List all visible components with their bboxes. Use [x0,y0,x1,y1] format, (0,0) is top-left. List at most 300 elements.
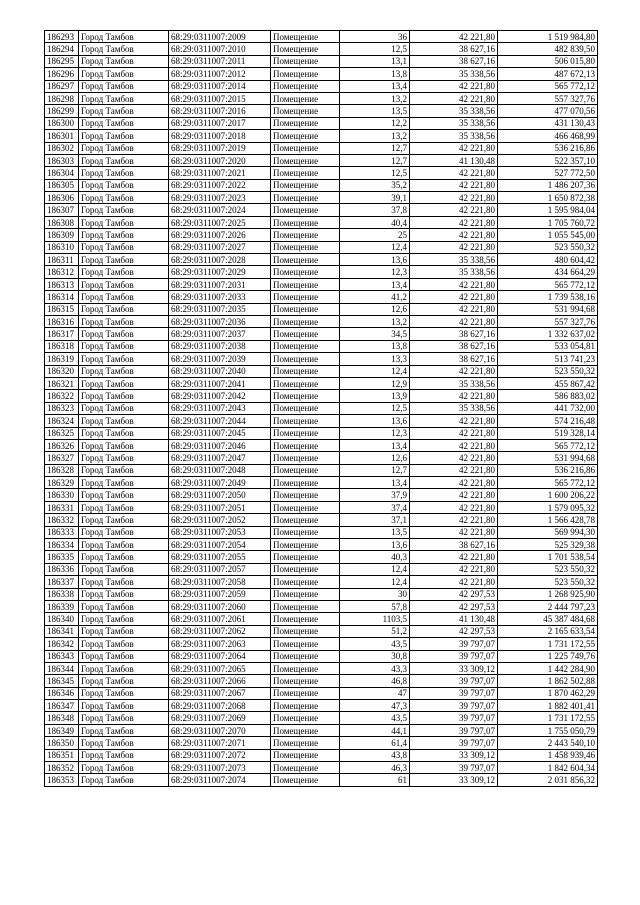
specific-value-cell: 42 221,80 [410,92,498,104]
row-number-cell: 186318 [45,340,79,352]
table-row [45,229,598,241]
row-number-cell: 186326 [45,439,79,451]
specific-value-cell: 42 221,80 [410,229,498,241]
row-number-cell: 186321 [45,377,79,389]
specific-value-cell: 39 797,07 [410,675,498,687]
row-number-cell: 186322 [45,390,79,402]
table-row [45,105,598,117]
cadastral-value-cell: 434 664,29 [498,266,598,278]
row-number-cell: 186312 [45,266,79,278]
cadastral-number-cell: 68:29:0311007:2061 [169,613,271,625]
specific-value-cell: 42 221,80 [410,390,498,402]
cadastral-number-cell: 68:29:0311007:2022 [169,179,271,191]
cadastral-value-cell: 431 130,43 [498,117,598,129]
object-type-cell: Помещение [271,737,340,749]
table-row [45,31,598,43]
locality-cell: Город Тамбов [79,514,169,526]
locality-cell: Город Тамбов [79,749,169,761]
area-cell: 12,7 [340,464,410,476]
cadastral-value-cell: 1 870 462,29 [498,687,598,699]
table-row [45,254,598,266]
object-type-cell: Помещение [271,216,340,228]
object-type-cell: Помещение [271,402,340,414]
specific-value-cell: 39 797,07 [410,650,498,662]
object-type-cell: Помещение [271,576,340,588]
locality-cell: Город Тамбов [79,254,169,266]
cadastral-value-cell: 1 600 206,22 [498,489,598,501]
row-number-cell: 186296 [45,68,79,80]
specific-value-cell: 39 797,07 [410,712,498,724]
specific-value-cell: 39 797,07 [410,638,498,650]
object-type-cell: Помещение [271,650,340,662]
cadastral-number-cell: 68:29:0311007:2019 [169,142,271,154]
cadastral-value-cell: 1 731 172,55 [498,712,598,724]
object-type-cell: Помещение [271,439,340,451]
table-row [45,774,598,786]
object-type-cell: Помещение [271,241,340,253]
table-row [45,749,598,761]
cadastral-number-cell: 68:29:0311007:2039 [169,353,271,365]
row-number-cell: 186340 [45,613,79,625]
cadastral-value-cell: 1 842 604,34 [498,762,598,774]
table-row [45,92,598,104]
area-cell: 61,4 [340,737,410,749]
cadastral-number-cell: 68:29:0311007:2071 [169,737,271,749]
cadastral-value-cell: 45 387 484,68 [498,613,598,625]
cadastral-number-cell: 68:29:0311007:2066 [169,675,271,687]
locality-cell: Город Тамбов [79,353,169,365]
row-number-cell: 186314 [45,291,79,303]
cadastral-value-cell: 574 216,48 [498,415,598,427]
locality-cell: Город Тамбов [79,588,169,600]
area-cell: 40,4 [340,216,410,228]
cadastral-value-cell: 522 357,10 [498,154,598,166]
locality-cell: Город Тамбов [79,130,169,142]
cadastral-value-cell: 1 595 984,04 [498,204,598,216]
area-cell: 12,4 [340,365,410,377]
specific-value-cell: 42 221,80 [410,415,498,427]
locality-cell: Город Тамбов [79,328,169,340]
locality-cell: Город Тамбов [79,526,169,538]
area-cell: 25 [340,229,410,241]
row-number-cell: 186325 [45,427,79,439]
row-number-cell: 186315 [45,303,79,315]
row-number-cell: 186293 [45,31,79,43]
cadastral-value-cell: 1 739 538,16 [498,291,598,303]
locality-cell: Город Тамбов [79,402,169,414]
area-cell: 36 [340,31,410,43]
table-row [45,576,598,588]
specific-value-cell: 42 221,80 [410,241,498,253]
row-number-cell: 186295 [45,55,79,67]
locality-cell: Город Тамбов [79,278,169,290]
cadastral-value-cell: 523 550,32 [498,576,598,588]
cadastral-number-cell: 68:29:0311007:2060 [169,600,271,612]
cadastral-value-cell: 536 216,86 [498,464,598,476]
specific-value-cell: 38 627,16 [410,340,498,352]
cadastral-number-cell: 68:29:0311007:2035 [169,303,271,315]
cadastral-value-cell: 1 579 095,32 [498,501,598,513]
object-type-cell: Помещение [271,142,340,154]
area-cell: 37,9 [340,489,410,501]
cadastral-number-cell: 68:29:0311007:2010 [169,43,271,55]
locality-cell: Город Тамбов [79,377,169,389]
row-number-cell: 186342 [45,638,79,650]
object-type-cell: Помещение [271,229,340,241]
area-cell: 13,4 [340,80,410,92]
object-type-cell: Помещение [271,55,340,67]
table-row [45,216,598,228]
cadastral-value-cell: 1 225 749,76 [498,650,598,662]
cadastral-number-cell: 68:29:0311007:2029 [169,266,271,278]
row-number-cell: 186320 [45,365,79,377]
table-row [45,43,598,55]
locality-cell: Город Тамбов [79,427,169,439]
area-cell: 13,2 [340,92,410,104]
cadastral-number-cell: 68:29:0311007:2027 [169,241,271,253]
row-number-cell: 186345 [45,675,79,687]
row-number-cell: 186310 [45,241,79,253]
locality-cell: Город Тамбов [79,662,169,674]
row-number-cell: 186328 [45,464,79,476]
object-type-cell: Помещение [271,762,340,774]
locality-cell: Город Тамбов [79,43,169,55]
area-cell: 13,2 [340,130,410,142]
area-cell: 12,3 [340,266,410,278]
object-type-cell: Помещение [271,192,340,204]
object-type-cell: Помещение [271,687,340,699]
row-number-cell: 186330 [45,489,79,501]
area-cell: 12,5 [340,402,410,414]
row-number-cell: 186300 [45,117,79,129]
row-number-cell: 186313 [45,278,79,290]
cadastral-number-cell: 68:29:0311007:2059 [169,588,271,600]
table-row [45,712,598,724]
cadastral-number-cell: 68:29:0311007:2050 [169,489,271,501]
row-number-cell: 186297 [45,80,79,92]
object-type-cell: Помещение [271,254,340,266]
cadastral-value-cell: 506 015,80 [498,55,598,67]
table-row [45,464,598,476]
locality-cell: Город Тамбов [79,266,169,278]
cadastral-number-cell: 68:29:0311007:2044 [169,415,271,427]
locality-cell: Город Тамбов [79,737,169,749]
object-type-cell: Помещение [271,328,340,340]
object-type-cell: Помещение [271,613,340,625]
locality-cell: Город Тамбов [79,229,169,241]
cadastral-number-cell: 68:29:0311007:2057 [169,563,271,575]
area-cell: 44,1 [340,724,410,736]
cadastral-value-cell: 466 468,99 [498,130,598,142]
table-row [45,724,598,736]
cadastral-value-cell: 523 550,32 [498,365,598,377]
table-row [45,328,598,340]
row-number-cell: 186348 [45,712,79,724]
cadastral-number-cell: 68:29:0311007:2069 [169,712,271,724]
cadastral-number-cell: 68:29:0311007:2064 [169,650,271,662]
table-row [45,55,598,67]
cadastral-value-cell: 527 772,50 [498,167,598,179]
table-row [45,291,598,303]
cadastral-number-cell: 68:29:0311007:2072 [169,749,271,761]
table-row [45,625,598,637]
cadastral-number-cell: 68:29:0311007:2055 [169,551,271,563]
table-row [45,117,598,129]
row-number-cell: 186304 [45,167,79,179]
table-row [45,315,598,327]
area-cell: 12,4 [340,576,410,588]
specific-value-cell: 42 221,80 [410,439,498,451]
cadastral-number-cell: 68:29:0311007:2009 [169,31,271,43]
object-type-cell: Помещение [271,167,340,179]
cadastral-value-cell: 1 268 925,90 [498,588,598,600]
area-cell: 13,8 [340,340,410,352]
row-number-cell: 186302 [45,142,79,154]
object-type-cell: Помещение [271,390,340,402]
object-type-cell: Помещение [271,638,340,650]
table-row [45,80,598,92]
cadastral-value-cell: 525 329,38 [498,539,598,551]
cadastral-value-table [44,30,598,787]
cadastral-number-cell: 68:29:0311007:2017 [169,117,271,129]
cadastral-value-cell: 1 486 207,36 [498,179,598,191]
cadastral-value-cell: 569 994,30 [498,526,598,538]
cadastral-value-cell: 1 519 984,80 [498,31,598,43]
specific-value-cell: 42 221,80 [410,315,498,327]
cadastral-value-cell: 586 883,02 [498,390,598,402]
row-number-cell: 186334 [45,539,79,551]
table-row [45,452,598,464]
object-type-cell: Помещение [271,204,340,216]
table-row [45,130,598,142]
specific-value-cell: 35 338,56 [410,130,498,142]
area-cell: 35,2 [340,179,410,191]
locality-cell: Город Тамбов [79,650,169,662]
specific-value-cell: 33 309,12 [410,662,498,674]
table-row [45,501,598,513]
locality-cell: Город Тамбов [79,92,169,104]
area-cell: 47,3 [340,700,410,712]
specific-value-cell: 35 338,56 [410,266,498,278]
row-number-cell: 186336 [45,563,79,575]
area-cell: 12,9 [340,377,410,389]
row-number-cell: 186308 [45,216,79,228]
area-cell: 12,3 [340,427,410,439]
area-cell: 13,6 [340,254,410,266]
area-cell: 43,5 [340,712,410,724]
specific-value-cell: 42 221,80 [410,501,498,513]
row-number-cell: 186333 [45,526,79,538]
row-number-cell: 186332 [45,514,79,526]
object-type-cell: Помещение [271,526,340,538]
cadastral-number-cell: 68:29:0311007:2068 [169,700,271,712]
row-number-cell: 186331 [45,501,79,513]
area-cell: 46,3 [340,762,410,774]
area-cell: 57,8 [340,600,410,612]
cadastral-number-cell: 68:29:0311007:2043 [169,402,271,414]
object-type-cell: Помещение [271,724,340,736]
area-cell: 40,3 [340,551,410,563]
specific-value-cell: 35 338,56 [410,402,498,414]
specific-value-cell: 42 221,80 [410,278,498,290]
row-number-cell: 186298 [45,92,79,104]
area-cell: 46,8 [340,675,410,687]
cadastral-value-cell: 557 327,76 [498,315,598,327]
table-row [45,539,598,551]
specific-value-cell: 38 627,16 [410,353,498,365]
locality-cell: Город Тамбов [79,68,169,80]
table-row [45,353,598,365]
object-type-cell: Помещение [271,315,340,327]
cadastral-value-cell: 1 055 545,00 [498,229,598,241]
specific-value-cell: 42 221,80 [410,216,498,228]
row-number-cell: 186319 [45,353,79,365]
object-type-cell: Помещение [271,303,340,315]
row-number-cell: 186343 [45,650,79,662]
locality-cell: Город Тамбов [79,625,169,637]
locality-cell: Город Тамбов [79,340,169,352]
table-row [45,700,598,712]
locality-cell: Город Тамбов [79,117,169,129]
table-row [45,551,598,563]
cadastral-value-cell: 480 604,42 [498,254,598,266]
locality-cell: Город Тамбов [79,142,169,154]
specific-value-cell: 42 221,80 [410,142,498,154]
locality-cell: Город Тамбов [79,179,169,191]
specific-value-cell: 42 221,80 [410,464,498,476]
object-type-cell: Помещение [271,452,340,464]
cadastral-value-cell: 565 772,12 [498,439,598,451]
locality-cell: Город Тамбов [79,241,169,253]
table-row [45,650,598,662]
cadastral-value-cell: 1 701 538,54 [498,551,598,563]
area-cell: 30,8 [340,650,410,662]
cadastral-number-cell: 68:29:0311007:2070 [169,724,271,736]
locality-cell: Город Тамбов [79,477,169,489]
cadastral-number-cell: 68:29:0311007:2015 [169,92,271,104]
cadastral-value-cell: 557 327,76 [498,92,598,104]
object-type-cell: Помещение [271,551,340,563]
cadastral-number-cell: 68:29:0311007:2042 [169,390,271,402]
cadastral-number-cell: 68:29:0311007:2026 [169,229,271,241]
cadastral-number-cell: 68:29:0311007:2073 [169,762,271,774]
specific-value-cell: 41 130,48 [410,613,498,625]
object-type-cell: Помещение [271,80,340,92]
cadastral-number-cell: 68:29:0311007:2033 [169,291,271,303]
locality-cell: Город Тамбов [79,675,169,687]
row-number-cell: 186347 [45,700,79,712]
row-number-cell: 186346 [45,687,79,699]
row-number-cell: 186306 [45,192,79,204]
cadastral-number-cell: 68:29:0311007:2062 [169,625,271,637]
table-body [45,31,598,787]
locality-cell: Город Тамбов [79,192,169,204]
cadastral-number-cell: 68:29:0311007:2047 [169,452,271,464]
object-type-cell: Помещение [271,427,340,439]
specific-value-cell: 41 130,48 [410,154,498,166]
cadastral-value-cell: 533 054,81 [498,340,598,352]
specific-value-cell: 42 221,80 [410,204,498,216]
cadastral-value-cell: 565 772,12 [498,80,598,92]
object-type-cell: Помещение [271,68,340,80]
cadastral-value-cell: 531 994,68 [498,452,598,464]
row-number-cell: 186307 [45,204,79,216]
cadastral-value-cell: 523 550,32 [498,241,598,253]
area-cell: 51,2 [340,625,410,637]
locality-cell: Город Тамбов [79,315,169,327]
specific-value-cell: 42 297,53 [410,600,498,612]
table-row [45,588,598,600]
cadastral-number-cell: 68:29:0311007:2020 [169,154,271,166]
locality-cell: Город Тамбов [79,613,169,625]
specific-value-cell: 35 338,56 [410,68,498,80]
area-cell: 43,3 [340,662,410,674]
object-type-cell: Помещение [271,625,340,637]
table-row [45,192,598,204]
area-cell: 41,2 [340,291,410,303]
cadastral-number-cell: 68:29:0311007:2040 [169,365,271,377]
row-number-cell: 186339 [45,600,79,612]
area-cell: 13,4 [340,477,410,489]
area-cell: 43,8 [340,749,410,761]
table-row [45,154,598,166]
table-row [45,675,598,687]
cadastral-value-cell: 531 994,68 [498,303,598,315]
row-number-cell: 186337 [45,576,79,588]
specific-value-cell: 42 221,80 [410,31,498,43]
cadastral-value-cell: 487 672,13 [498,68,598,80]
locality-cell: Город Тамбов [79,762,169,774]
cadastral-number-cell: 68:29:0311007:2045 [169,427,271,439]
locality-cell: Город Тамбов [79,303,169,315]
table-row [45,439,598,451]
locality-cell: Город Тамбов [79,365,169,377]
area-cell: 37,4 [340,501,410,513]
locality-cell: Город Тамбов [79,539,169,551]
object-type-cell: Помещение [271,600,340,612]
row-number-cell: 186301 [45,130,79,142]
locality-cell: Город Тамбов [79,154,169,166]
row-number-cell: 186294 [45,43,79,55]
specific-value-cell: 39 797,07 [410,687,498,699]
cadastral-number-cell: 68:29:0311007:2012 [169,68,271,80]
locality-cell: Город Тамбов [79,712,169,724]
specific-value-cell: 42 221,80 [410,179,498,191]
object-type-cell: Помещение [271,365,340,377]
locality-cell: Город Тамбов [79,31,169,43]
cadastral-value-cell: 519 328,14 [498,427,598,439]
locality-cell: Город Тамбов [79,576,169,588]
cadastral-value-cell: 455 867,42 [498,377,598,389]
specific-value-cell: 39 797,07 [410,737,498,749]
area-cell: 13,6 [340,539,410,551]
row-number-cell: 186344 [45,662,79,674]
area-cell: 37,8 [340,204,410,216]
table-row [45,204,598,216]
object-type-cell: Помещение [271,266,340,278]
area-cell: 13,9 [340,390,410,402]
table-row [45,68,598,80]
cadastral-value-cell: 1 755 050,79 [498,724,598,736]
cadastral-number-cell: 68:29:0311007:2014 [169,80,271,92]
table-row [45,427,598,439]
specific-value-cell: 42 221,80 [410,551,498,563]
object-type-cell: Помещение [271,675,340,687]
locality-cell: Город Тамбов [79,452,169,464]
table-row [45,365,598,377]
row-number-cell: 186350 [45,737,79,749]
cadastral-number-cell: 68:29:0311007:2054 [169,539,271,551]
